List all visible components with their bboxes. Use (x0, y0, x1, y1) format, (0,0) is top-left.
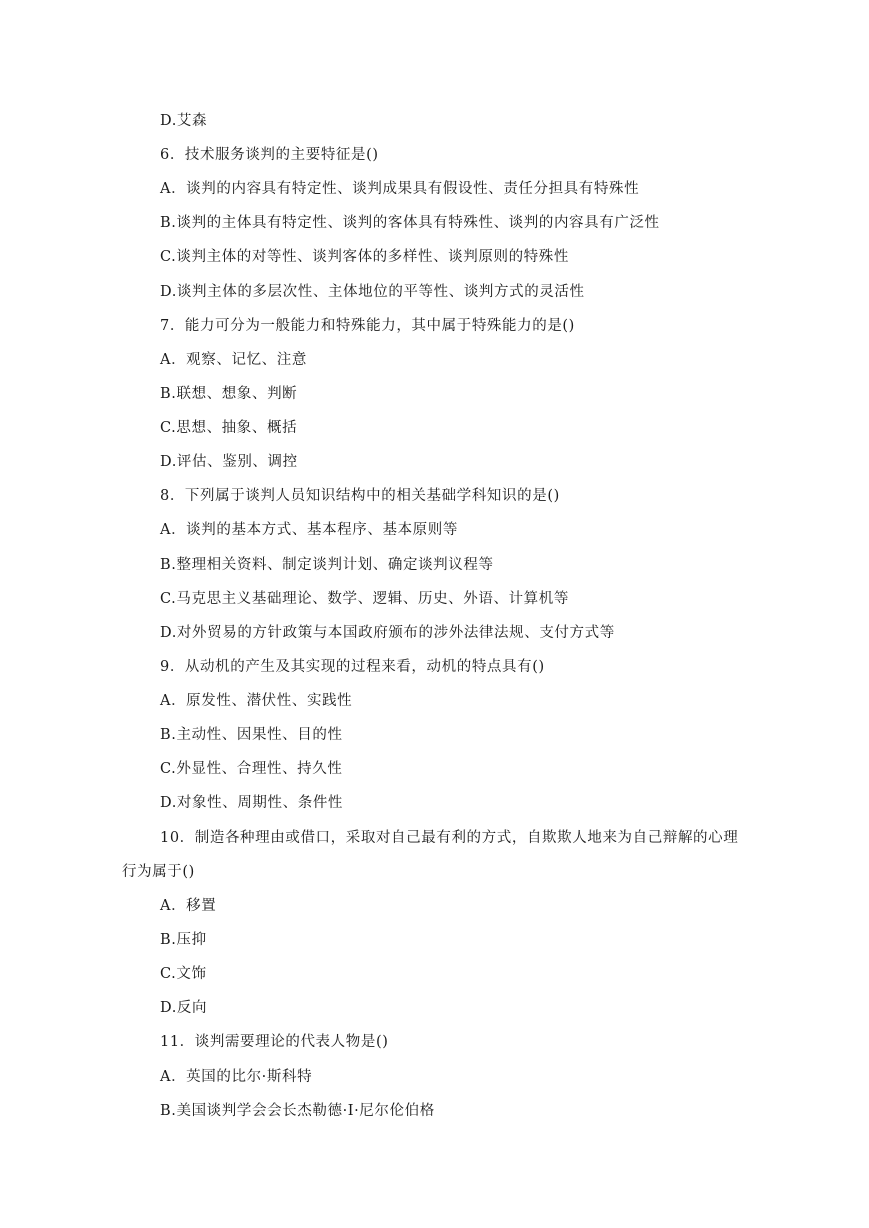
option-line: D.艾森 (160, 113, 208, 129)
option-line: C.谈判主体的对等性、谈判客体的多样性、谈判原则的特殊性 (160, 249, 569, 265)
option-line: C.外显性、合理性、持久性 (160, 761, 343, 777)
option-line: A．移置 (160, 898, 217, 914)
question-line: 7．能力可分为一般能力和特殊能力，其中属于特殊能力的是() (160, 318, 575, 334)
option-line: A．观察、记忆、注意 (160, 352, 307, 368)
option-line: D.反向 (160, 1000, 208, 1016)
option-line: C.思想、抽象、概括 (160, 420, 298, 436)
option-line: D.对外贸易的方针政策与本国政府颁布的涉外法律法规、支付方式等 (160, 625, 615, 641)
option-line: B.美国谈判学会会长杰勒德·I·尼尔伦伯格 (160, 1103, 435, 1119)
question-continuation-line: 行为属于() (122, 864, 195, 880)
option-line: B.压抑 (160, 932, 207, 948)
option-line: C.文饰 (160, 966, 207, 982)
option-line: A．原发性、潜伏性、实践性 (160, 693, 353, 709)
question-line: 10．制造各种理由或借口，采取对自己最有利的方式，自欺欺人地来为自己辩解的心理 (160, 830, 739, 846)
option-line: B.主动性、因果性、目的性 (160, 727, 343, 743)
option-line: B.整理相关资料、制定谈判计划、确定谈判议程等 (160, 557, 494, 573)
question-line: 8．下列属于谈判人员知识结构中的相关基础学科知识的是() (160, 488, 560, 504)
option-line: D.对象性、周期性、条件性 (160, 795, 344, 811)
option-line: B.谈判的主体具有特定性、谈判的客体具有特殊性、谈判的内容具有广泛性 (160, 215, 660, 231)
option-line: A．英国的比尔·斯科特 (160, 1069, 313, 1085)
question-line: 11．谈判需要理论的代表人物是() (160, 1034, 389, 1050)
option-line: A．谈判的基本方式、基本程序、基本原则等 (160, 522, 458, 538)
option-line: B.联想、想象、判断 (160, 386, 298, 402)
option-line: D.评估、鉴别、调控 (160, 454, 298, 470)
option-line: C.马克思主义基础理论、数学、逻辑、历史、外语、计算机等 (160, 591, 569, 607)
question-line: 9．从动机的产生及其实现的过程来看，动机的特点具有() (160, 659, 545, 675)
question-line: 6．技术服务谈判的主要特征是() (160, 147, 379, 163)
option-line: A．谈判的内容具有特定性、谈判成果具有假设性、责任分担具有特殊性 (160, 181, 640, 197)
option-line: D.谈判主体的多层次性、主体地位的平等性、谈判方式的灵活性 (160, 284, 585, 300)
